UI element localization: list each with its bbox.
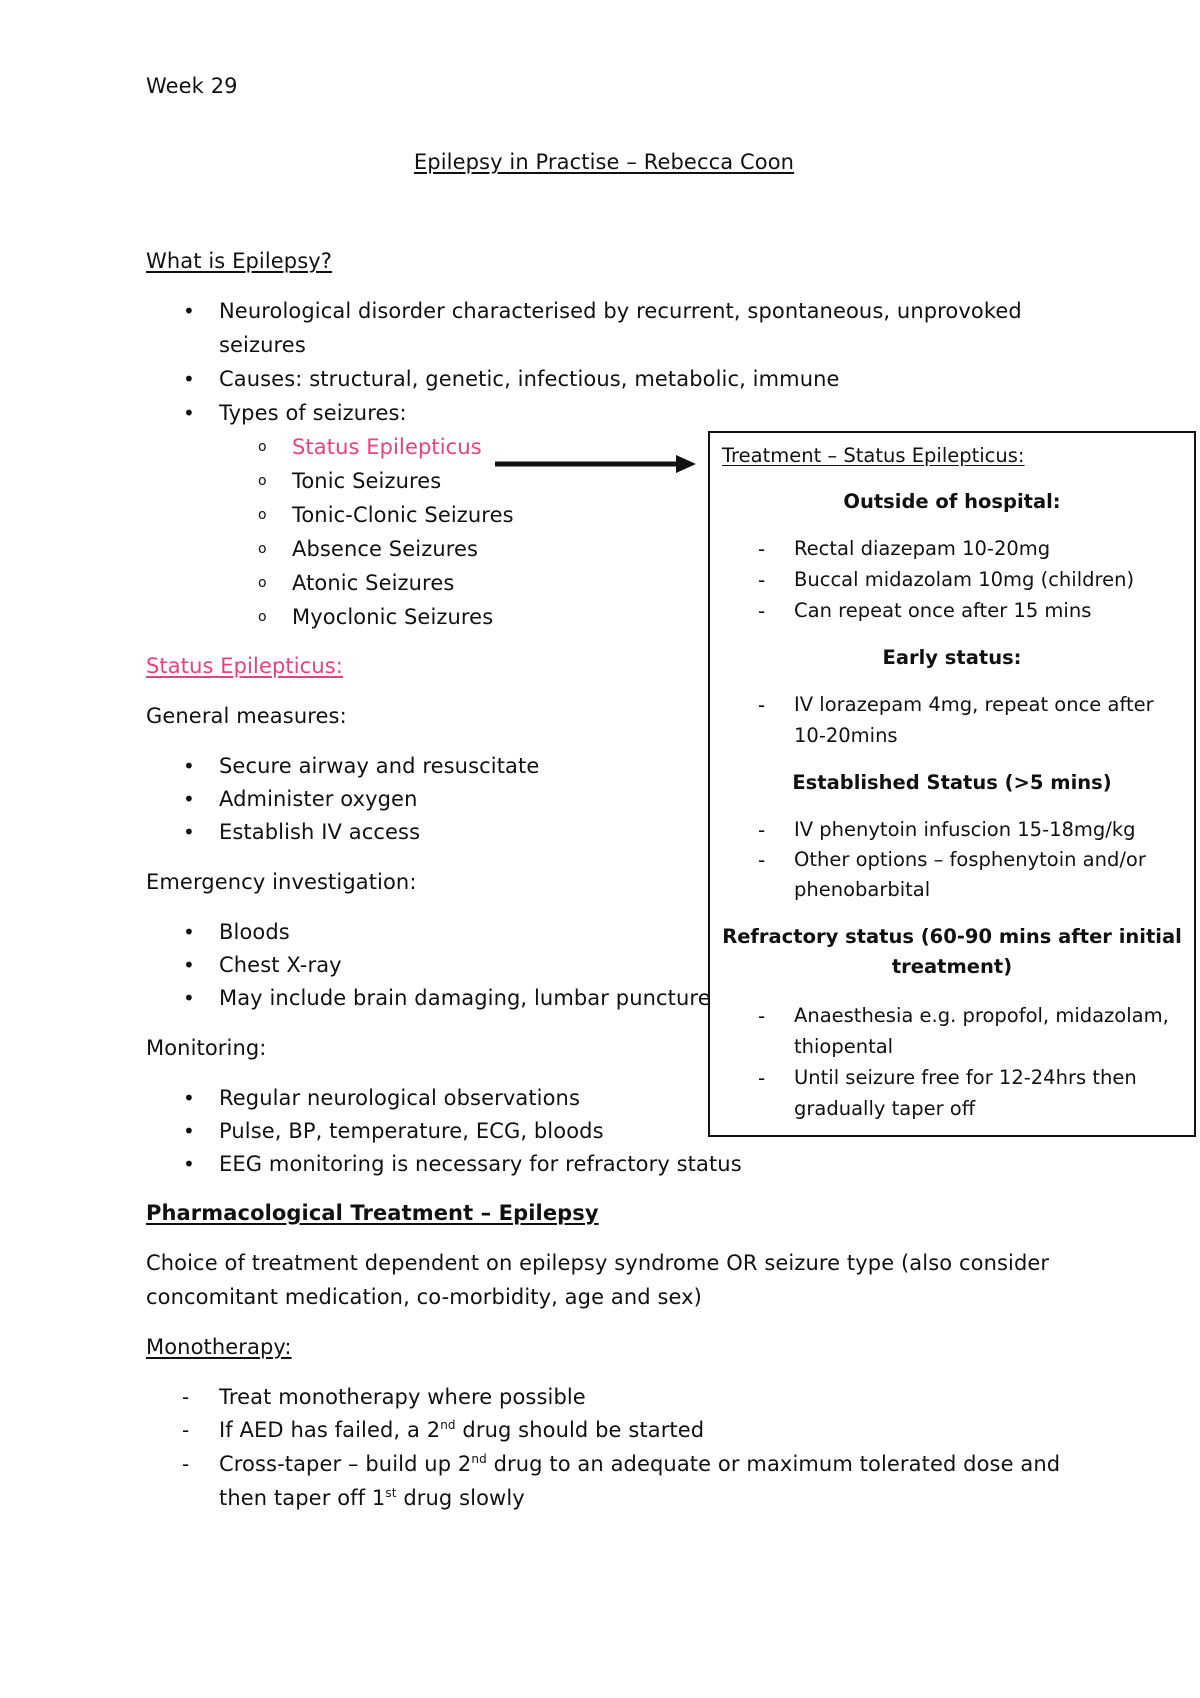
monitoring-item-vitals: Pulse, BP, temperature, ECG, bloods [219,1119,604,1143]
seizure-type-absence: Absence Seizures [292,537,479,561]
emergency-item-xray: Chest X-ray [219,953,342,977]
monotherapy-heading: Monotherapy: [146,1335,292,1359]
dash-icon: - [758,693,766,717]
outside-item-repeat: Can repeat once after 15 mins [794,599,1092,622]
dash-icon: - [758,848,766,872]
early-item-line-2: 10-20mins [794,724,898,747]
status-heading: Status Epilepticus: [146,654,343,678]
general-item-oxygen: Administer oxygen [219,787,418,811]
bullet-icon: • [183,367,195,391]
week-label: Week 29 [146,74,238,98]
outside-hospital-heading: Outside of hospital: [843,490,1061,513]
outside-item-midazolam: Buccal midazolam 10mg (children) [794,568,1135,591]
choice-line-1: Choice of treatment dependent on epilepsy syndrome OR seizure type (also consider [146,1251,1050,1275]
mono-item-2: If AED has failed, a 2nd drug should be started [219,1418,705,1442]
bullet-icon: • [183,754,195,778]
circle-bullet-icon: o [258,541,267,557]
bullet-icon: • [183,401,195,425]
refractory-item-taper-1: Until seizure free for 12-24hrs then [794,1066,1137,1089]
seizure-type-tonic-clonic: Tonic-Clonic Seizures [292,503,514,527]
established-item-options-1: Other options – fosphenytoin and/or [794,848,1146,871]
dash-icon: - [758,1004,766,1028]
choice-line-2: concomitant medication, co-morbidity, age and sex) [146,1285,702,1309]
established-status-heading: Established Status (>5 mins) [792,771,1112,794]
circle-bullet-icon: o [258,507,267,523]
types-text: Types of seizures: [219,401,407,425]
bullet-icon: • [183,820,195,844]
bullet-icon: • [183,953,195,977]
definition-line-1: Neurological disorder characterised by recurrent, spontaneous, unprovoked [219,299,1022,323]
seizure-type-atonic: Atonic Seizures [292,571,455,595]
what-is-heading: What is Epilepsy? [146,249,333,273]
seizure-type-status: Status Epilepticus [292,435,482,459]
bullet-icon: • [183,1152,195,1176]
monitoring-item-eeg: EEG monitoring is necessary for refractory status [219,1152,742,1176]
emergency-label: Emergency investigation: [146,870,417,894]
treatment-box-title: Treatment – Status Epilepticus: [722,444,1025,467]
dash-icon: - [758,1066,766,1090]
circle-bullet-icon: o [258,439,267,455]
mono-item-3-line-1: Cross-taper – build up 2nd drug to an adequate or maximum tolerated dose and [219,1452,1061,1476]
refractory-heading-line-2: treatment) [891,955,1013,978]
pharma-heading: Pharmacological Treatment – Epilepsy [146,1201,599,1225]
seizure-type-tonic: Tonic Seizures [292,469,442,493]
bullet-icon: • [183,920,195,944]
general-measures-label: General measures: [146,704,347,728]
bullet-icon: • [183,986,195,1010]
bullet-icon: • [183,299,195,323]
causes-text: Causes: structural, genetic, infectious, metabolic, immune [219,367,840,391]
circle-bullet-icon: o [258,473,267,489]
mono-item-3-line-2: then taper off 1st drug slowly [219,1486,525,1510]
seizure-type-myoclonic: Myoclonic Seizures [292,605,494,629]
general-item-airway: Secure airway and resuscitate [219,754,540,778]
dash-icon: - [758,599,766,623]
emergency-item-bloods: Bloods [219,920,290,944]
dash-icon: - [758,818,766,842]
bullet-icon: • [183,1119,195,1143]
circle-bullet-icon: o [258,575,267,591]
early-item-line-1: IV lorazepam 4mg, repeat once after [794,693,1154,716]
established-item-phenytoin: IV phenytoin infuscion 15-18mg/kg [794,818,1136,841]
emergency-item-lumbar: May include brain damaging, lumbar puncture [219,986,711,1010]
refractory-item-anaesthesia-1: Anaesthesia e.g. propofol, midazolam, [794,1004,1169,1027]
bullet-icon: • [183,1086,195,1110]
dash-icon: - [182,1452,190,1476]
established-item-options-2: phenobarbital [794,878,931,901]
bullet-icon: • [183,787,195,811]
arrow-right-icon [490,452,700,476]
dash-icon: - [758,568,766,592]
circle-bullet-icon: o [258,609,267,625]
refractory-item-taper-2: gradually taper off [794,1097,976,1120]
dash-icon: - [182,1385,190,1409]
document-title: Epilepsy in Practise – Rebecca Coon [413,150,795,174]
general-item-iv: Establish IV access [219,820,421,844]
mono-item-1: Treat monotherapy where possible [219,1385,586,1409]
dash-icon: - [758,537,766,561]
dash-icon: - [182,1418,190,1442]
monitoring-item-neuro: Regular neurological observations [219,1086,580,1110]
refractory-heading-line-1: Refractory status (60-90 mins after initial [722,925,1182,948]
monitoring-label: Monitoring: [146,1036,267,1060]
refractory-item-anaesthesia-2: thiopental [794,1035,894,1058]
outside-item-diazepam: Rectal diazepam 10-20mg [794,537,1051,560]
early-status-heading: Early status: [882,646,1022,669]
definition-line-2: seizures [219,333,306,357]
